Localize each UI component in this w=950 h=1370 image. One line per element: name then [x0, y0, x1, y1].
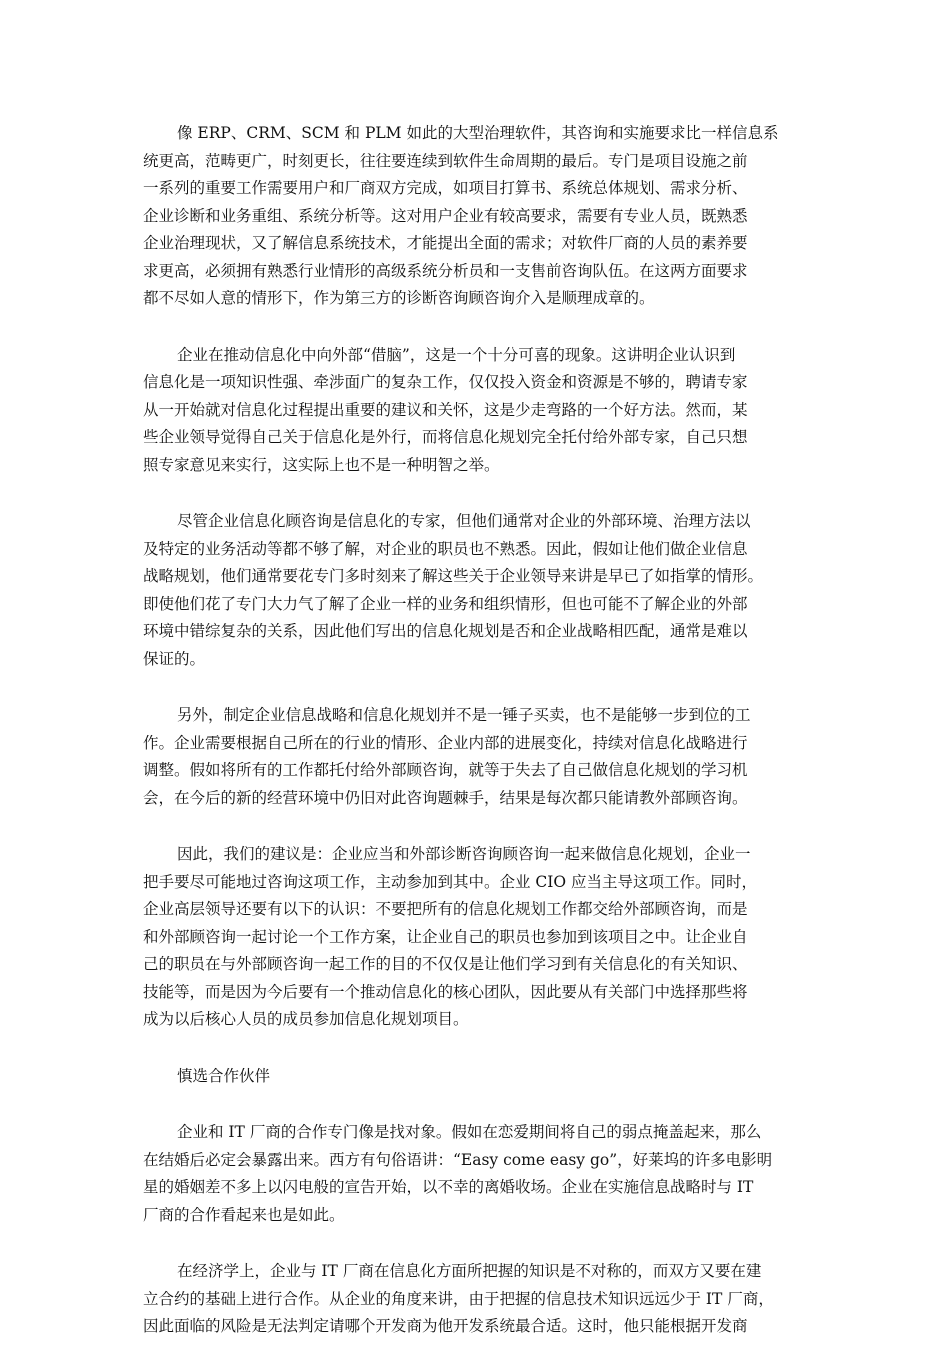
text-line: 在经济学上，企业与 IT 厂商在信息化方面所把握的知识是不对称的，而双方又要在建: [177, 1262, 762, 1280]
text-line: 因此，我们的建议是：企业应当和外部诊断咨询顾咨询一起来做信息化规划，企业一: [177, 845, 751, 863]
text-line: 调整。假如将所有的工作都托付给外部顾咨询，就等于失去了自己做信息化规划的学习机: [143, 761, 748, 779]
text-line: 把手要尽可能地过咨询这项工作，主动参加到其中。企业 CIO 应当主导这项工作。同时，: [143, 872, 758, 891]
text-line: 企业诊断和业务重组、系统分析等。这对用户企业有较高要求，需要有专业人员，既熟悉: [143, 206, 748, 225]
text-line: 企业和 IT 厂商的合作专门像是找对象。假如在恋爱期间将自己的弱点掩盖起来，那么: [177, 1123, 762, 1141]
text-line: 像 ERP、CRM、SCM 和 PLM 如此的大型治理软件，其咨询和实施要求比一样信息系: [177, 124, 779, 142]
text-line: 战略规划，他们通常要花专门多时刻来了解这些关于企业领导来讲是早已了如指掌的情形。: [143, 567, 764, 585]
text-line: 照专家意见来实行，这实际上也不是一种明智之举。: [143, 455, 500, 474]
text-line: 统更高，范畴更广，时刻更长，往往要连续到软件生命周期的最后。专门是项目设施之前: [143, 151, 748, 170]
paragraph-external-brains: [143, 342, 813, 480]
text-line: 及特定的业务活动等都不够了解，对企业的职员也不熟悉。因此，假如让他们做企业信息: [143, 539, 748, 558]
text-line: 都不尽如人意的情形下，作为第三方的诊断咨询顾咨询介入是顺理成章的。: [143, 289, 655, 307]
text-line: 一系列的重要工作需要用户和厂商双方完成，如项目打算书、系统总体规划、需求分析、: [143, 179, 748, 197]
paragraph-partner-dating: [143, 1119, 813, 1229]
text-line: 信息化是一项知识性强、牵涉面广的复杂工作，仅仅投入资金和资源是不够的，聘请专家: [143, 373, 748, 391]
text-line: 尽管企业信息化顾咨询是信息化的专家，但他们通常对企业的外部环境、治理方法以: [177, 512, 751, 530]
text-line: 因此面临的风险是无法判定请哪个开发商为他开发系统最合适。这时，他只能根据开发商: [143, 1317, 748, 1335]
text-line: 己的职员在与外部顾咨询一起工作的目的不仅仅是让他们学习到有关信息化的有关知识、: [143, 955, 748, 973]
text-line: 厂商的合作看起来也是如此。: [143, 1205, 345, 1224]
section-heading: [143, 1063, 813, 1091]
text-line: 立合约的基础上进行合作。从企业的角度来讲，由于把握的信息技术知识远远少于 IT 厂商，: [143, 1289, 774, 1308]
text-line: 企业在推动信息化中向外部“借脑”，这是一个十分可喜的现象。这讲明企业认识到: [177, 345, 736, 364]
text-line: 保证的。: [143, 649, 206, 668]
paragraph-consultant-limits: [143, 508, 813, 673]
text-line: 从一开始就对信息化过程提出重要的建议和关怀，这是少走弯路的一个好方法。然而，某: [143, 400, 748, 419]
text-line: 在结婚后必定会暴露出来。西方有句俗语讲：“Easy come easy go”，好莱坞的许多电影明: [143, 1150, 773, 1169]
text-line: 即使他们花了专门大力气了解了企业一样的业务和组织情形，但也可能不了解企业的外部: [143, 594, 748, 613]
text-line: 星的婚姻差不多上以闪电般的宣告开始，以不幸的离婚收场。企业在实施信息战略时与 IT: [143, 1178, 754, 1196]
text-line: 求更高，必须拥有熟悉行业情形的高级系统分析员和一支售前咨询队伍。在这两方面要求: [143, 261, 748, 280]
document-page: [143, 120, 813, 1370]
section-heading-text: 慎选合作伙伴: [177, 1066, 271, 1085]
text-line: 环境中错综复杂的关系，因此他们写出的信息化规划是否和企业战略相匹配，通常是难以: [143, 622, 748, 640]
paragraph-recommendation: [143, 841, 813, 1034]
text-line: 技能等，而是因为今后要有一个推动信息化的核心团队，因此要从有关部门中选择那些将: [143, 982, 748, 1001]
text-line: 和外部顾咨询一起讨论一个工作方案，让企业自己的职员也参加到该项目之中。让企业自: [143, 927, 748, 946]
text-line: 作。企业需要根据自己所在的行业的情形、企业内部的进展变化，持续对信息化战略进行: [143, 733, 748, 752]
paragraph-erp-consulting: [143, 120, 813, 313]
text-line: 企业高层领导还要有以下的认识：不要把所有的信息化规划工作都交给外部顾咨询，而是: [143, 900, 748, 918]
text-line: 些企业领导觉得自己关于信息化是外行，而将信息化规划完全托付给外部专家，自己只想: [143, 428, 748, 446]
text-line: 另外，制定企业信息战略和信息化规划并不是一锤子买卖，也不是能够一步到位的工: [177, 706, 751, 724]
paragraph-ongoing-strategy: [143, 702, 813, 812]
text-line: 会，在今后的新的经营环境中仍旧对此咨询题棘手，结果是每次都只能请教外部顾咨询。: [143, 788, 748, 807]
text-line: 成为以后核心人员的成员参加信息化规划项目。: [143, 1010, 469, 1028]
paragraph-asymmetric-knowledge: [143, 1258, 813, 1341]
text-line: 企业治理现状，又了解信息系统技术，才能提出全面的需求；对软件厂商的人员的素养要: [143, 234, 748, 252]
